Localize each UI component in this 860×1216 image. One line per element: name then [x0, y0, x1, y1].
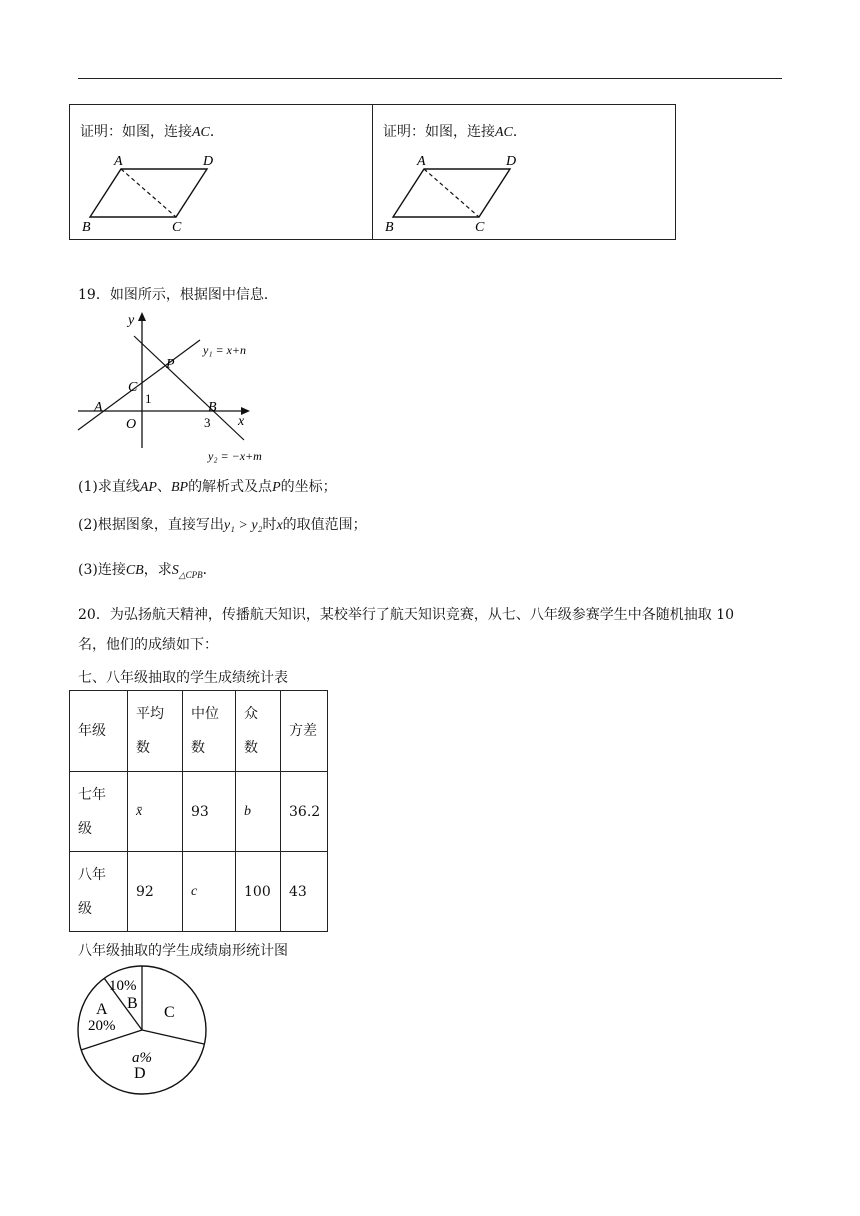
q19-part1: (1)求直线AP、BP的解析式及点P的坐标； — [78, 479, 337, 495]
label-b: B — [82, 220, 91, 233]
q19-title: 19．如图所示，根据图中信息． — [78, 287, 278, 303]
parallelogram-figure — [78, 149, 228, 233]
cell-median: 93 — [183, 772, 236, 852]
header-rule — [78, 78, 782, 79]
cell-variance: 36.2 — [281, 772, 328, 852]
cell-variance: 43 — [281, 852, 328, 932]
label-c: C — [172, 220, 182, 233]
header-variance: 方差 — [281, 691, 328, 772]
q19-part2: (2)根据图象，直接写出y₁ > y₂时x的取值范围； — [78, 517, 367, 533]
label-b: B — [385, 220, 394, 233]
header-mode: 众 数 — [236, 691, 281, 772]
label-a: A — [114, 154, 123, 169]
q20-pie-title: 八年级抽取的学生成绩扇形统计图 — [78, 943, 288, 959]
label-d: D — [506, 154, 517, 169]
q20-table-title: 七、八年级抽取的学生成绩统计表 — [78, 670, 288, 686]
table-header-row — [70, 691, 328, 772]
header-median: 中位 数 — [183, 691, 236, 772]
cell-grade: 七年 级 — [70, 772, 128, 852]
table-row — [70, 852, 328, 932]
proof-text: 证明：如图，连接AC． — [383, 124, 527, 140]
slice-b-value: 10% — [109, 978, 137, 994]
cell-mode: 100 — [236, 852, 281, 932]
point-b-label: B — [208, 400, 217, 415]
q19-coordinate-graph — [76, 308, 286, 464]
proof-table — [69, 104, 676, 240]
table-row — [70, 772, 328, 852]
origin-label: O — [126, 417, 137, 432]
proof-cell-right — [373, 105, 676, 240]
axis-y-label: y — [128, 313, 135, 328]
header-grade: 年级 — [70, 691, 128, 772]
label-d: D — [203, 154, 214, 169]
pie-chart — [76, 962, 216, 1102]
q20-line2: 名，他们的成绩如下： — [78, 637, 218, 653]
line1-equation: y₁ = x+n — [203, 343, 247, 357]
q19-part3: (3)连接CB，求$S_{\triangle CPB}$． — [78, 562, 217, 580]
header-mean: 平均 数 — [128, 691, 183, 772]
pie-divider-cd — [142, 1030, 204, 1044]
proof-cell-left — [70, 105, 373, 240]
q20-line1: 20．为弘扬航天精神，传播航天知识，某校举行了航天知识竞赛，从七、八年级参赛学生中各随机抽取 10 — [78, 607, 735, 623]
tick-1-label: 1 — [145, 391, 152, 406]
tick-3-label: 3 — [204, 415, 211, 430]
slice-a-value: 20% — [88, 1018, 116, 1034]
axis-x-label: x — [238, 414, 245, 429]
slice-a-label: A — [96, 1001, 108, 1018]
cell-mean: x̄ — [128, 772, 183, 852]
point-c-label: C — [128, 380, 138, 395]
line2-equation: y₂ = −x+m — [208, 449, 262, 463]
label-c: C — [475, 220, 485, 233]
slice-d-label: D — [134, 1065, 146, 1082]
slice-c-label: C — [164, 1004, 175, 1021]
slice-b-label: B — [127, 995, 138, 1012]
cell-mode: b — [236, 772, 281, 852]
slice-d-value: a% — [132, 1050, 152, 1066]
label-a: A — [417, 154, 426, 169]
parallelogram-figure — [381, 149, 531, 233]
proof-text: 证明：如图，连接AC． — [80, 124, 224, 140]
stats-table — [69, 690, 328, 932]
cell-median: c — [183, 852, 236, 932]
point-p-label: P — [166, 357, 175, 372]
cell-mean: 92 — [128, 852, 183, 932]
point-a-label: A — [94, 400, 103, 415]
cell-grade: 八年 级 — [70, 852, 128, 932]
